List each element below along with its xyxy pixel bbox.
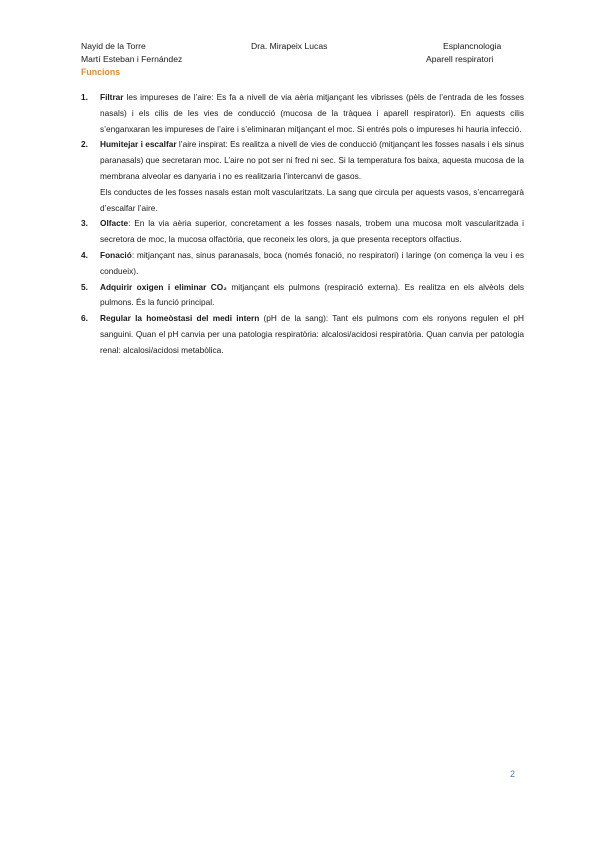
list-item <box>81 311 524 358</box>
item-number: 5. <box>81 281 88 292</box>
item-keyword: Filtrar <box>100 92 124 102</box>
list-item <box>81 280 524 312</box>
item-number: 1. <box>81 92 88 102</box>
item-text: l’aire inspirat: Es realitza a nivell de vies de conducció (mitjançant les fosses nasals i els sinus paranasals) que secretaran moc. L’aire no pot ser ni fred ni sec. Si la temperatura fos baixa, aquesta mucosa de la membrana alveolar es danyaria i no es realitzaria l’intercanvi de gasos. <box>100 139 524 181</box>
list-item <box>81 137 524 216</box>
item-number: 2. <box>81 139 88 150</box>
page-number: 2 <box>510 769 516 779</box>
header-author-2: Martí Esteban i Fernández <box>81 54 183 64</box>
item-text: (pH de la sang): Tant els pulmons com els ronyons regulen el pH sanguini. Quan el pH canvia per una patologia respiratòria: alcalosi/acidosi respiratòria. Quan canvia per patologia renal: alcalosi/acidosi metabòlica. <box>100 313 524 355</box>
item-keyword: Olfacte <box>100 218 129 229</box>
list-item <box>81 216 524 248</box>
item-keyword: Regular la homeòstasi del medi intern <box>100 313 260 324</box>
item-keyword: Fonació <box>100 249 132 260</box>
item-text: : mitjançant nas, sinus paranasals, boca (només fonació, no respiratori) i laringe (on comença la veu i es condueix). <box>100 249 524 276</box>
item-text: mitjançant els pulmons (respiració externa). Es realitza en els alvèols dels pulmons. És la funció principal. <box>100 281 524 308</box>
section-title: Funcions <box>81 67 121 77</box>
item-keyword: Humitejar i escalfar <box>100 139 177 150</box>
header-topic: Aparell respiratori <box>426 54 494 64</box>
list-item <box>81 90 524 137</box>
item-number: 6. <box>81 313 88 324</box>
item-keyword: Adquirir oxigen i eliminar CO₂ <box>100 281 227 292</box>
item-number: 3. <box>81 218 88 229</box>
header-author-1: Nayid de la Torre <box>81 41 146 51</box>
item-text: les impureses de l’aire: Es fa a nivell de via aèria mitjançant les vibrisses (pèls de l’entrada de les fosses nasals) i els cilis de les vies de conducció (mucosa de la tràquea i aparell respiratori). En aquests cilis s’enganxaran les impureses de l’aire i s’eliminaran mitjançant el moc. Si entrés pols o impureses hi hauria infecció. <box>100 92 524 134</box>
header-subject: Esplancnologia <box>443 41 502 51</box>
item-number: 4. <box>81 249 88 260</box>
functions-list <box>81 90 524 359</box>
item-text: : En la via aèria superior, concretament a les fosses nasals, trobem una mucosa molt vascularitzada i secretora de moc, la mucosa olfactòria, que reconeix les olors, ja que presenta receptors olfactius. <box>100 218 524 245</box>
header-professor: Dra. Mirapeix Lucas <box>251 41 328 51</box>
item-extra-paragraph: Els conductes de les fosses nasals estan molt vascularitzats. La sang que circula per aquests vasos, s’encarregarà d’escalfar l’aire. <box>100 186 524 213</box>
list-item <box>81 248 524 280</box>
